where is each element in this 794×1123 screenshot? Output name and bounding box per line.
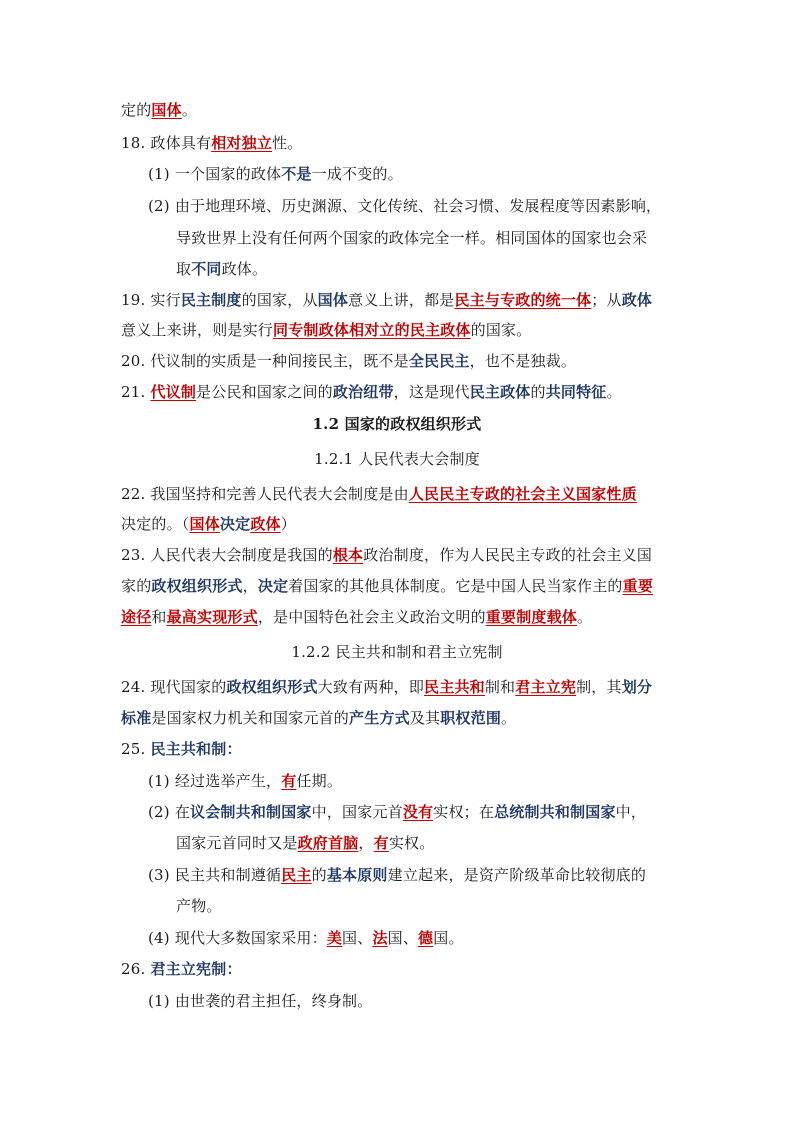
bold-term: 基本原则 (326, 866, 388, 884)
text-segment: 一成不变的。 (311, 165, 403, 183)
text-segment: (2) 在 (148, 803, 191, 821)
text-segment: 实权；在 (433, 803, 495, 821)
text-segment: (2) 由于地理环境、历史渊源、文化传统、社会习惯、发展程度等因素影响， (148, 197, 662, 215)
text-segment: 18. 政体具有 (121, 134, 212, 152)
text-segment: 25. (121, 740, 151, 758)
text-segment: 的 (311, 866, 327, 884)
key-term: 国体 (151, 101, 182, 119)
text-segment: 20. 代议制的实质是一种间接民主，既不是 (121, 352, 409, 370)
key-term: 代议制 (150, 383, 197, 401)
subsection-heading (0, 449, 794, 469)
subsection-heading (0, 642, 794, 662)
bold-term: 划分 (621, 678, 653, 696)
text-segment: (1) 一个国家的政体 (148, 165, 282, 183)
text-line (121, 290, 681, 310)
key-term: 民主共和 (424, 678, 485, 696)
bold-term: 共同特征 (545, 383, 607, 401)
text-segment: 着国家的其他具体制度。它是中国人民当家作主的 (288, 577, 623, 595)
text-line (121, 514, 681, 534)
text-segment: 任期。 (296, 772, 343, 790)
text-segment: 中， (615, 803, 647, 821)
key-term: 德 (418, 929, 434, 947)
text-segment: (4) 现代大多数国家采用： (148, 929, 327, 947)
text-line (121, 133, 681, 153)
bold-term: 政权组织形式 (226, 678, 318, 696)
text-segment: 是国家权力机关和国家元首的 (151, 709, 350, 727)
text-segment: 取 (176, 260, 192, 278)
bold-term: 民主共和制： (150, 740, 242, 758)
bold-term: 全民民主 (408, 352, 470, 370)
text-segment: 的国家。 (470, 321, 532, 339)
text-segment: 导致世界上没有任何两个国家的政体完全一样。相同国体的国家也会采 (176, 229, 648, 247)
key-term: 国体 (189, 515, 220, 533)
text-segment: 和 (151, 608, 167, 626)
text-segment: 家的 (121, 577, 152, 595)
text-line (176, 228, 736, 248)
key-term: 民主与专政的统一体 (454, 291, 592, 309)
text-line (121, 607, 681, 627)
text-line (176, 259, 736, 279)
text-segment: 。 (606, 383, 622, 401)
text-segment: 的国家，从 (241, 291, 318, 309)
key-term: 政府首脑 (297, 834, 359, 852)
text-segment: 。 (501, 709, 517, 727)
text-segment: 及其 (409, 709, 441, 727)
bold-term: 产生方式 (349, 709, 410, 727)
text-line (121, 708, 681, 728)
text-line (121, 545, 681, 565)
key-term: 政体 (250, 515, 281, 533)
text-segment: 政体。 (221, 260, 268, 278)
text-segment: 意义上讲，都是 (348, 291, 455, 309)
text-line (121, 677, 681, 697)
text-segment: ，这是现代 (393, 383, 470, 401)
section-heading (0, 414, 794, 434)
text-segment: ， (242, 577, 258, 595)
text-segment: 产物。 (176, 897, 222, 915)
text-line (121, 382, 681, 402)
text-segment: 国。 (433, 929, 464, 947)
text-line (148, 196, 708, 216)
text-segment: ，也不是独裁。 (469, 352, 577, 370)
text-segment: 24. 现代国家的 (121, 678, 227, 696)
bold-term: 政体 (621, 291, 653, 309)
text-line (148, 928, 708, 948)
bold-term: 政治纽带 (332, 383, 394, 401)
text-segment: 性。 (272, 134, 303, 152)
text-segment: 国家元首同时又是 (176, 834, 298, 852)
text-segment: ，是中国特色社会主义政治文明的 (257, 608, 486, 626)
key-term: 有 (281, 772, 297, 790)
text-line (148, 164, 708, 184)
text-segment: ， (358, 834, 374, 852)
bold-term: 民主政体 (469, 383, 531, 401)
text-segment: 中，国家元首 (311, 803, 403, 821)
bold-term: 议会制共和制国家 (190, 803, 312, 821)
bold-term: 民主制度 (180, 291, 242, 309)
key-term: 有 (373, 834, 389, 852)
bold-term: 国体 (317, 291, 349, 309)
text-segment: (3) 民主共和制遵循 (148, 866, 282, 884)
text-segment: 19. 实行 (121, 291, 181, 309)
text-line (148, 771, 708, 791)
text-segment: ） (280, 515, 296, 533)
text-segment: 26. (121, 960, 151, 978)
text-segment: 22. 我国坚持和完善人民代表大会制度是由 (121, 485, 409, 503)
key-term: 重要 (622, 577, 654, 595)
text-segment: 制，其 (576, 678, 622, 696)
text-segment: 定的 (121, 101, 152, 119)
text-segment: 。 (577, 608, 593, 626)
text-line (121, 351, 681, 371)
text-line (121, 739, 681, 759)
bold-term: 标准 (121, 709, 152, 727)
bold-term: 决定 (219, 515, 251, 533)
text-segment: (1) 经过选举产生， (148, 772, 282, 790)
text-segment: 1.2.2 民主共和制和君主立宪制 (291, 643, 503, 661)
text-segment: 建立起来，是资产阶级革命比较彻底的 (387, 866, 647, 884)
key-term: 相对独立 (211, 134, 273, 152)
bold-term: 不同 (191, 260, 222, 278)
key-term: 民主 (281, 866, 312, 884)
text-segment: 意义上来讲，则是实行 (121, 321, 274, 339)
text-line (148, 991, 708, 1011)
text-segment: 国、 (342, 929, 373, 947)
text-segment: 国、 (387, 929, 419, 947)
text-line (121, 100, 681, 120)
key-term: 重要制度载体 (485, 608, 578, 626)
bold-term: 不是 (281, 165, 312, 183)
text-line (176, 833, 736, 853)
key-term: 没有 (402, 803, 434, 821)
text-segment: 的 (530, 383, 546, 401)
text-segment: 大致有两种，即 (317, 678, 425, 696)
bold-term: 君主立宪制： (150, 960, 242, 978)
bold-term: 决定 (257, 577, 289, 595)
text-segment: 21. (121, 383, 151, 401)
key-term: 根本 (332, 546, 364, 564)
key-term: 人民民主专政的社会主义国家性质 (408, 485, 637, 503)
key-term: 君主立宪 (515, 678, 577, 696)
text-segment: 政治制度，作为人民民主专政的社会主义国 (363, 546, 653, 564)
text-line (148, 865, 708, 885)
text-line (121, 959, 681, 979)
text-segment: 。 (181, 101, 198, 119)
bold-term: 总统制共和制国家 (494, 803, 616, 821)
bold-term: 政权组织形式 (151, 577, 243, 595)
text-line (121, 484, 681, 504)
text-segment: 1.2.1 人民代表大会制度 (314, 450, 480, 468)
text-line (176, 896, 736, 916)
bold-term: 职权范围 (440, 709, 502, 727)
text-segment: (1) 由世袭的君主担任，终身制。 (148, 992, 373, 1010)
heading-text: 1.2 国家的政权组织形式 (312, 415, 482, 433)
text-line (121, 320, 681, 340)
text-segment: 决定的。（ (121, 515, 190, 533)
text-line (121, 576, 681, 596)
text-segment: ；从 (591, 291, 622, 309)
text-line (148, 802, 708, 822)
key-term: 法 (372, 929, 388, 947)
key-term: 最高实现形式 (166, 608, 258, 626)
text-segment: 是公民和国家之间的 (196, 383, 333, 401)
text-segment: 制和 (484, 678, 516, 696)
key-term: 途径 (121, 608, 152, 626)
key-term: 美 (326, 929, 343, 947)
key-term: 同专制政体相对立的民主政体 (273, 321, 471, 339)
text-segment: 实权。 (388, 834, 435, 852)
text-segment: 23. 人民代表大会制度是我国的 (121, 546, 333, 564)
